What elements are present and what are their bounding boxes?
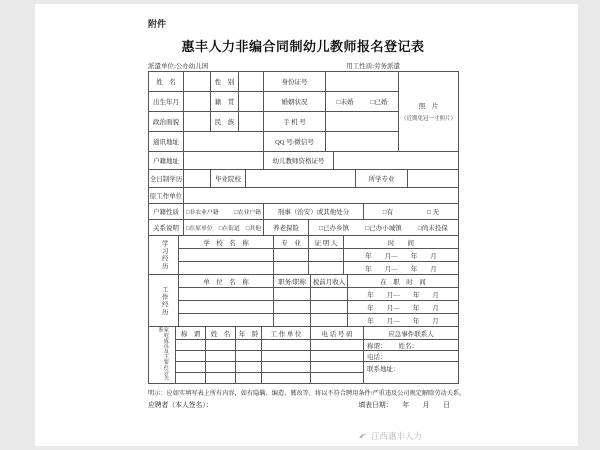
name-label: 姓 名 [149,72,184,92]
attachment-label: 附件 [148,19,167,29]
table-row [149,204,459,220]
emergency-line-phone [364,351,458,362]
reference-header: 证 明 人 [309,236,344,249]
table-row [149,112,399,132]
signature-line [148,399,458,409]
study-history-block [149,236,459,275]
salary-header: 税前月收入 [311,275,348,288]
school-name-cell [179,262,274,275]
position-header: 职务/职称 [274,275,311,288]
table-row [149,152,459,170]
applicant-signature-label: 应聘者（本人签名）： [148,402,213,409]
major-cell [274,262,309,275]
phone-header: 电 话 号 码 [311,327,364,340]
table-row [179,249,459,262]
relation-title-cell [176,373,206,384]
relation-options-cell [184,220,264,236]
checkbox-small-town-done: □已办小城镇 [365,225,402,232]
table-row [176,340,364,351]
emergency-phone-label: 电话： [367,353,387,361]
criminal-record-label: 刑事（治安）或其他处分 [264,204,364,220]
residence-address-value-cell [184,152,264,170]
checkbox-married: □已婚 [370,99,388,106]
emergency-contact-header: 应急事件联系人 [364,327,459,340]
gender-label: 性 别 [211,72,239,92]
checkbox-unmarried: □未婚 [336,99,354,106]
graduate-school-label: 毕业院校 [211,170,246,188]
dispatch-unit-label: 派遣单位:公办幼儿园 [148,63,209,70]
emergency-name-label: 姓名： [398,342,418,350]
work-history-rows [179,275,459,327]
hukou-options-cell [184,204,264,220]
salary-cell [311,301,348,314]
education-label: 全日制学历 [149,170,184,188]
fill-date-value: 年 月 日 [402,402,450,409]
table-row [149,92,399,112]
employer-name-cell [179,314,274,327]
emergency-address-label: 联系地址： [367,366,400,373]
age-cell [236,351,262,362]
disclosure-note: 明示：应如实填写表上所有内容，如有隐瞒、编造、篡改等，将以不符合聘用条件/严重违反公司规定解除劳动关系。 [148,390,466,397]
family-section-label: 家庭成员及主要社会关系 [157,327,169,380]
table-header-row [179,275,459,288]
table-row [179,301,459,314]
table-row [149,188,459,204]
emergency-contact-cell [364,340,459,384]
table-row [149,170,459,188]
photo-title: 照 片 [418,103,439,110]
work-history-block [149,275,459,327]
member-name-cell [206,340,236,351]
reference-cell [309,249,344,262]
member-name-cell [206,373,236,384]
checkbox-uninsured: □尚未投保 [417,225,448,232]
table-header-row [176,327,459,340]
time-cell: 年 月— 年 月 [344,249,459,262]
birth-date-label: 出生年月 [149,92,184,112]
workplace-cell [262,373,311,384]
major-value-cell [408,170,459,188]
age-cell [236,373,262,384]
table-row [179,288,459,301]
position-cell [274,301,311,314]
school-name-cell [179,249,274,262]
workplace-cell [262,362,311,373]
member-name-cell [206,351,236,362]
tenure-header: 在 职 时 间 [348,275,459,288]
phone-cell [311,351,364,362]
basic-info-block [149,72,459,152]
ethnicity-value-cell [239,112,264,132]
checkbox-township-done: □已办乡镇 [319,225,350,232]
registration-form-table [148,71,459,384]
phone-cell [311,373,364,384]
major-header: 专 业 [274,236,309,249]
family-data-area [176,340,459,384]
pension-label: 养老保险 [264,220,309,236]
position-cell [274,288,311,301]
family-section-cell [149,327,176,384]
relation-title-header: 称 谓 [176,327,206,340]
id-number-value-cell [326,72,399,92]
study-history-section-label: 学习经历 [160,240,168,270]
study-history-rows [179,236,459,275]
education-value-cell [184,170,211,188]
gender-value-cell [239,72,264,92]
age-cell [236,340,262,351]
age-header: 年 龄 [236,327,262,340]
table-row [176,373,364,384]
table-row [149,132,399,152]
member-name-cell [206,362,236,373]
checkbox-yes: □有 [382,209,394,216]
ethnicity-label: 民 族 [211,112,239,132]
teacher-cert-value-cell [334,152,459,170]
mailing-address-value-cell [184,132,264,152]
criminal-options-cell [364,204,459,220]
family-rows [176,327,459,384]
mobile-label: 手 机 号 [264,112,326,132]
relation-title-cell [176,362,206,373]
workplace-header: 工 作 单 位 [262,327,311,340]
checkbox-original-unit: □在原单位 [186,226,213,232]
emergency-title-label: 称谓： [367,342,387,350]
previous-employer-label: 原工作单位 [149,188,184,204]
qq-wechat-value-cell [326,132,399,152]
emergency-line-address [364,362,458,383]
political-status-value-cell [184,112,211,132]
employment-type-label: 用工性质:劳务派遣 [346,63,400,70]
school-name-header: 学 校 名 称 [179,236,274,249]
emergency-line-title-name [364,340,458,351]
reference-cell [309,262,344,275]
tenure-cell: 年 月— 年 月 [348,314,459,327]
marital-options-cell [326,92,399,112]
tenure-cell: 年 月— 年 月 [348,301,459,314]
mailing-address-label: 通讯地址 [149,132,184,152]
phone-cell [311,340,364,351]
qq-wechat-label: QQ 号/微信号 [264,132,326,152]
workplace-cell [262,340,311,351]
table-row [176,362,364,373]
salary-cell [311,314,348,327]
checkbox-agricultural: □农业户籍 [234,210,261,216]
watermark [235,430,545,442]
hometown-value-cell [239,92,264,112]
previous-employer-value-cell [184,188,459,204]
family-block [149,327,459,384]
study-history-section-cell [149,236,179,275]
tenure-cell: 年 月— 年 月 [348,288,459,301]
table-row [179,262,459,275]
basic-info-left [149,72,399,152]
name-value-cell [184,72,211,92]
major-cell [274,249,309,262]
brand-logo-icon [358,431,368,441]
checkbox-non-agricultural: □非农业户籍 [186,210,219,216]
photo-box [399,72,459,152]
major-label: 所学专业 [356,170,408,188]
photo-note: （近期免冠一寸照片） [400,116,456,122]
table-row [176,351,364,362]
employer-name-cell [179,301,274,314]
relation-title-cell [176,340,206,351]
fill-date-group [358,399,458,409]
salary-cell [311,288,348,301]
mobile-value-cell [326,112,399,132]
political-status-label: 政治面貌 [149,112,184,132]
time-header: 时 间 [344,236,459,249]
relation-note-label: 关系说明 [149,220,184,236]
table-header-row [179,236,459,249]
checkbox-street: □在街道 [218,226,240,232]
time-cell: 年 月— 年 月 [344,262,459,275]
age-cell [236,362,262,373]
table-row [179,314,459,327]
family-member-grid [176,340,364,384]
residence-address-label: 户籍地址 [149,152,184,170]
workplace-cell [262,351,311,362]
id-number-label: 身份证号 [264,72,326,92]
member-name-header: 姓 名 [206,327,236,340]
position-cell [274,314,311,327]
work-history-section-cell [149,275,179,327]
form-meta-line [148,61,458,70]
employer-name-header: 单 位 名 称 [179,275,274,288]
hukou-type-label: 户籍性质 [149,204,184,220]
relation-title-cell [176,351,206,362]
table-row [149,220,459,236]
teacher-cert-label: 幼儿教师资格证号 [264,152,334,170]
hometown-label: 籍 贯 [211,92,239,112]
marital-status-label: 婚姻状况 [264,92,326,112]
form-title: 惠丰人力非编合同制幼儿教师报名登记表 [181,39,425,54]
watermark-text: 江西惠丰人力 [370,431,422,441]
employer-name-cell [179,288,274,301]
checkbox-no: □ 无 [427,209,440,216]
pension-options-cell [309,220,459,236]
graduate-school-value-cell [246,170,356,188]
checkbox-other: □其他 [245,226,261,232]
document-page [35,4,578,446]
work-history-section-label: 工作经历 [160,285,168,316]
fill-date-label: 填表日期： [358,402,393,409]
table-row [149,72,399,92]
birth-date-value-cell [184,92,211,112]
phone-cell [311,362,364,373]
